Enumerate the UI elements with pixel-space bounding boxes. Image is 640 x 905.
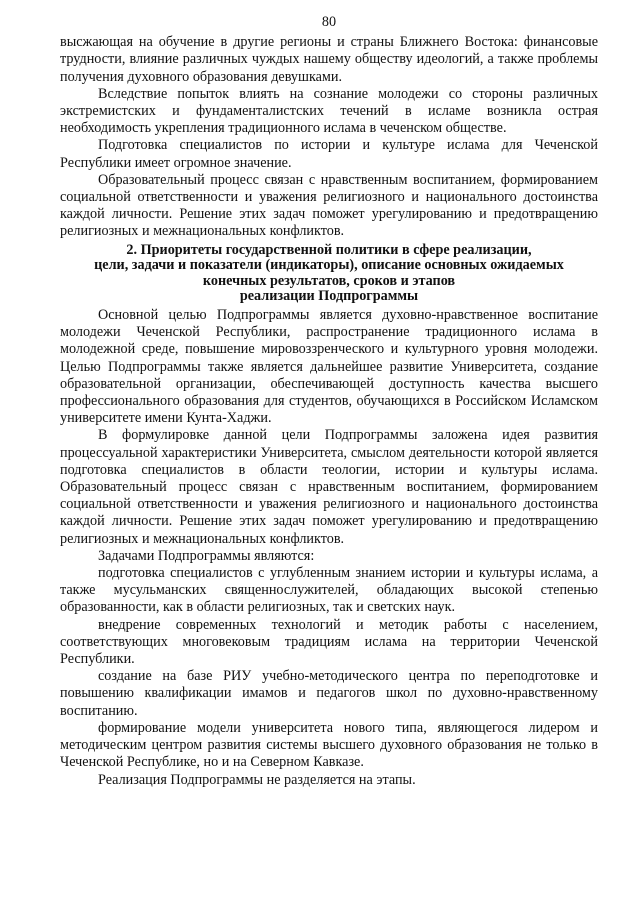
section-heading-line: конечных результатов, сроков и этапов bbox=[202, 272, 456, 289]
section-heading-line: цели, задачи и показатели (индикаторы), описание основных ожидаемых bbox=[94, 257, 564, 274]
list-item: формирование модели университета нового типа, являющегося лидером и методическим центром развития системы высшего духовного образования не только в Чеченской Республике, но и на Северном Кавказе. bbox=[60, 719, 598, 771]
paragraph: высжающая на обучение в другие регионы и страны Ближнего Востока: финансовые трудности, влияние различных чуждых нашему обществу идеологий, а также проблемы получения духовного образования девушками. bbox=[60, 34, 598, 85]
list-item: создание на базе РИУ учебно-методического центра по переподготовке и повышению квалификации имамов и педагогов школ по духовно-нравственному воспитанию. bbox=[60, 668, 598, 719]
page-number: 80 bbox=[321, 14, 337, 30]
paragraph: Образовательный процесс связан с нравственным воспитанием, формированием социальной ответственности и уважения религиозного и национального достоинства каждой личности. Решение этих задач поможет урегулированию и предотвращению религиозных и межнациональных конфликтов. bbox=[60, 171, 598, 240]
paragraph: Задачами Подпрограммы являются: bbox=[98, 547, 315, 564]
paragraph: Подготовка специалистов по истории и культуре ислама для Чеченской Республики имеет огромное значение. bbox=[60, 137, 598, 171]
list-item: подготовка специалистов с углубленным знанием истории и культуры ислама, а также мусульманских священнослужителей, обладающих высокой степенью образованности, как в области религиозных, так и светских наук. bbox=[60, 565, 598, 616]
section-heading-line: 2. Приоритеты государственной политики в сфере реализации, bbox=[126, 241, 532, 258]
section-heading bbox=[60, 243, 598, 305]
paragraph: Вследствие попыток влиять на сознание молодежи со стороны различных экстремистских и фундаменталистских течений в исламе возникла острая необходимость укрепления традиционного ислама в чеченском обществе. bbox=[60, 85, 598, 137]
paragraph: В формулировке данной цели Подпрограммы заложена идея развития процессуальной характеристики Университета, смыслом деятельности которой является подготовка специалистов в области теологии, истории и культуры ислама. Образовательный процесс связан с нравственным воспитанием, формированием социальной ответственности и уважения религиозного и национального достоинства каждой личности. Решение этих задач поможет урегулированию и предотвращению религиозных и межнациональных конфликтов. bbox=[60, 427, 598, 547]
list-item: внедрение современных технологий и методик работы с населением, соответствующих многовековым традициям ислама на территории Чеченской Республики. bbox=[60, 616, 598, 668]
section-heading-line: реализации Подпрограммы bbox=[239, 288, 419, 305]
paragraph: Реализация Подпрограммы не разделяется на этапы. bbox=[98, 771, 416, 788]
paragraph: Основной целью Подпрограммы является духовно-нравственное воспитание молодежи Чеченской Республики, распространение традиционного ислама в молодежной среде, повышение мировоззренческого и культурного уровня молодежи. Целью Подпрограммы также является дальнейшее развитие Университета, создание образовательной организации, обеспечивающей доступность качества высшего профессионального образования для студентов, обучающихся в Российском Исламском университете имени Кунта-Хаджи. bbox=[60, 307, 598, 427]
